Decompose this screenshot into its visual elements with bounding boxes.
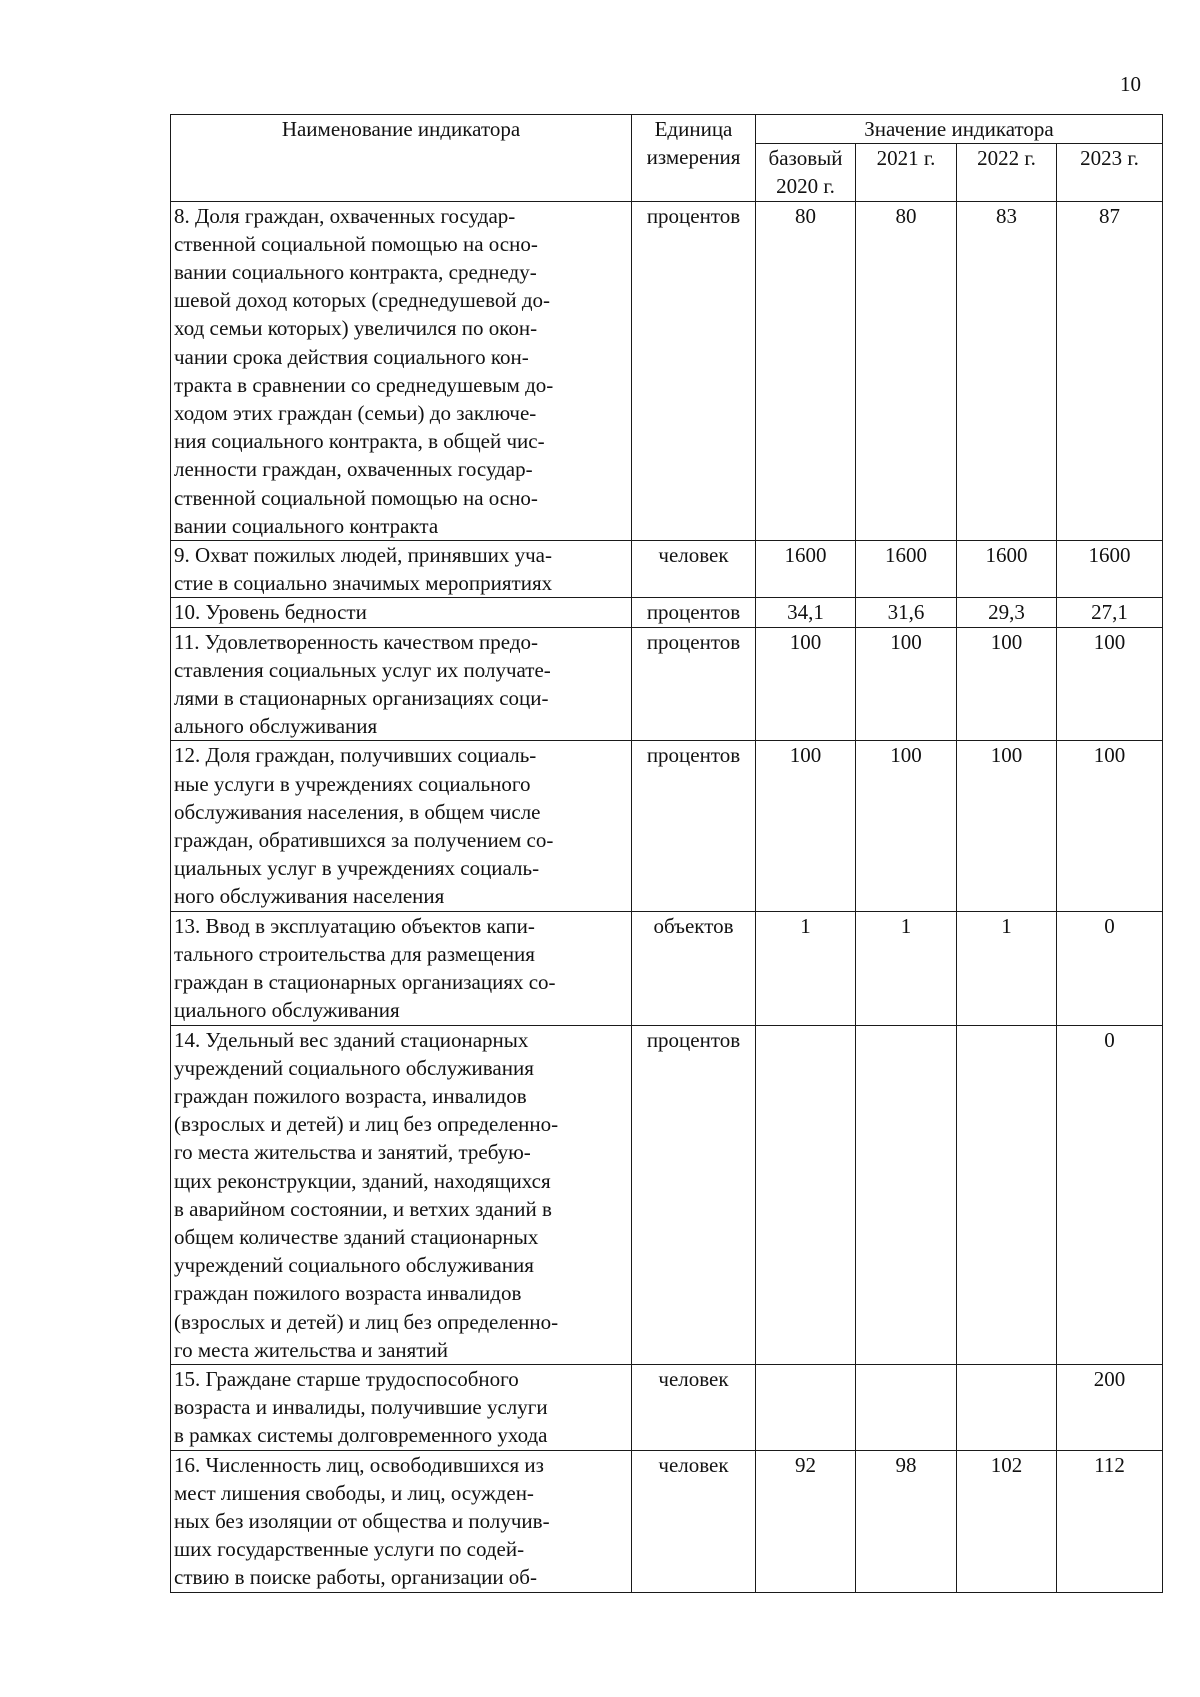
indicator-name-line: го места жительства и занятий [174,1337,448,1362]
header-indicator-name: Наименование индикатора [171,115,632,202]
unit-cell: человек [632,1450,756,1592]
indicator-name-line: ленности граждан, охваченных государ- [174,457,533,482]
value-2021-cell: 100 [856,741,957,911]
indicator-name-line: го места жительства и занятий, требую- [174,1140,531,1165]
indicator-name-line: 14. Удельный вес зданий стационарных [174,1027,529,1052]
value-2023-cell: 0 [1057,911,1163,1025]
value-2021-cell: 1600 [856,541,957,598]
indicator-name-line: лями в стационарных организациях соци- [174,686,549,711]
indicator-name-cell [171,1025,632,1364]
table-row [171,541,1163,598]
value-2022-cell: 83 [957,201,1057,540]
header-base-year [756,144,856,201]
value-2022-cell: 100 [957,741,1057,911]
value-2023-cell: 27,1 [1057,598,1163,627]
indicator-name-line: общем количестве зданий стационарных [174,1224,539,1249]
header-unit-line2: измерения [646,145,741,170]
header-base-line2: 2020 г. [776,174,835,199]
table-row [171,741,1163,911]
indicator-name-line: 15. Граждане старше трудоспособного [174,1366,519,1391]
value-2022-cell: 100 [957,627,1057,741]
indicator-name-line: циальных услуг в учреждениях социаль- [174,856,540,881]
unit-cell: процентов [632,1025,756,1364]
indicator-name-line: в аварийном состоянии, и ветхих зданий в [174,1196,552,1221]
indicator-name-line: ния социального контракта, в общей чис- [174,429,545,454]
value-2022-cell [957,1025,1057,1364]
indicator-name-line: ход семьи которых) увеличился по окон- [174,316,538,341]
indicator-name-line: вании социального контракта, среднеду- [174,260,537,285]
table-row [171,201,1163,540]
indicator-name-line: 8. Доля граждан, охваченных государ- [174,203,516,228]
value-2022-cell: 1600 [957,541,1057,598]
indicator-name-line: ные услуги в учреждениях социального [174,771,531,796]
value-base-cell [756,1025,856,1364]
indicator-name-cell [171,627,632,741]
unit-cell: человек [632,1364,756,1450]
table-row [171,1364,1163,1450]
indicator-name-line: граждан пожилого возраста, инвалидов [174,1083,527,1108]
indicator-name-line: чании срока действия социального кон- [174,344,529,369]
indicator-table [170,114,1163,1593]
indicator-name-line: учреждений социального обслуживания [174,1055,534,1080]
unit-cell: процентов [632,598,756,627]
value-base-cell: 34,1 [756,598,856,627]
table-row [171,911,1163,1025]
indicator-name-line: граждан пожилого возраста инвалидов [174,1281,522,1306]
indicator-name-line: ственной социальной помощью на осно- [174,231,538,256]
indicator-name-line: мест лишения свободы, и лиц, осужден- [174,1480,534,1505]
header-2021: 2021 г. [856,144,957,201]
header-2023: 2023 г. [1057,144,1163,201]
value-2022-cell [957,1364,1057,1450]
indicator-name-line: ственной социальной помощью на осно- [174,485,538,510]
header-base-line1: базовый [768,146,843,171]
indicator-name-line: ходом этих граждан (семьи) до заключе- [174,401,537,426]
unit-cell: объектов [632,911,756,1025]
value-2023-cell: 100 [1057,741,1163,911]
unit-cell: процентов [632,627,756,741]
indicator-name-line: 9. Охват пожилых людей, принявших уча- [174,543,552,568]
indicator-name-cell [171,1364,632,1450]
indicator-name-line: щих реконструкции, зданий, находящихся [174,1168,551,1193]
indicator-name-line: циального обслуживания [174,998,400,1023]
header-unit [632,115,756,202]
header-unit-line1: Единица [654,117,733,141]
indicator-name-line: граждан в стационарных организациях со- [174,970,556,995]
page-number: 10 [1120,72,1141,96]
table-row [171,1450,1163,1592]
indicator-name-line: в рамках системы долговременного ухода [174,1423,548,1448]
header-2022: 2022 г. [957,144,1057,201]
value-2023-cell: 0 [1057,1025,1163,1364]
indicator-name-line: вании социального контракта [174,513,439,538]
table-row [171,627,1163,741]
value-base-cell: 92 [756,1450,856,1592]
indicator-name-line: возраста и инвалиды, получившие услуги [174,1395,548,1420]
table-header-row-1 [171,115,1163,144]
table-row [171,1025,1163,1364]
value-base-cell: 1 [756,911,856,1025]
unit-cell: процентов [632,201,756,540]
indicator-name-line: учреждений социального обслуживания [174,1253,534,1278]
value-2023-cell: 112 [1057,1450,1163,1592]
indicator-name-line: ального обслуживания [174,714,378,739]
value-base-cell: 100 [756,627,856,741]
indicator-name-line: ставления социальных услуг их получате- [174,657,551,682]
value-2023-cell: 100 [1057,627,1163,741]
indicator-name-line: ного обслуживания населения [174,884,445,909]
value-2022-cell: 102 [957,1450,1057,1592]
indicator-name-line: граждан, обратившихся за получением со- [174,828,554,853]
indicator-name-line: шевой доход которых (среднедушевой до- [174,288,551,313]
table-row [171,598,1163,627]
unit-cell: человек [632,541,756,598]
indicator-name-cell [171,741,632,911]
indicator-name-line: 12. Доля граждан, получивших социаль- [174,743,537,768]
indicator-name-line: 16. Численность лиц, освободившихся из [174,1452,544,1477]
indicator-name-line: ших государственные услуги по содей- [174,1537,525,1562]
value-2021-cell: 80 [856,201,957,540]
indicator-name-line: ствию в поиске работы, организации об- [174,1565,537,1590]
indicator-name-line: (взрослых и детей) и лиц без определенно- [174,1309,559,1334]
indicator-name-line: 11. Удовлетворенность качеством предо- [174,629,539,654]
value-2021-cell: 1 [856,911,957,1025]
value-2021-cell: 98 [856,1450,957,1592]
value-base-cell [756,1364,856,1450]
indicator-name-line: ных без изоляции от общества и получив- [174,1508,550,1533]
unit-cell: процентов [632,741,756,911]
value-2023-cell: 200 [1057,1364,1163,1450]
indicator-name-cell [171,598,632,627]
value-2021-cell: 31,6 [856,598,957,627]
value-2021-cell [856,1364,957,1450]
indicator-name-line: 10. Уровень бедности [174,600,367,625]
value-base-cell: 100 [756,741,856,911]
value-2023-cell: 1600 [1057,541,1163,598]
indicator-name-line: тального строительства для размещения [174,941,535,966]
indicator-name-cell [171,1450,632,1592]
value-2023-cell: 87 [1057,201,1163,540]
header-value-group: Значение индикатора [756,115,1163,144]
indicator-name-cell [171,911,632,1025]
value-2022-cell: 29,3 [957,598,1057,627]
value-2022-cell: 1 [957,911,1057,1025]
indicator-name-cell [171,201,632,540]
value-2021-cell: 100 [856,627,957,741]
indicator-name-line: тракта в сравнении со среднедушевым до- [174,372,554,397]
value-2021-cell [856,1025,957,1364]
value-base-cell: 80 [756,201,856,540]
indicator-name-line: стие в социально значимых мероприятиях [174,571,553,596]
indicator-name-line: обслуживания населения, в общем числе [174,799,541,824]
indicator-name-cell [171,541,632,598]
value-base-cell: 1600 [756,541,856,598]
indicator-name-line: (взрослых и детей) и лиц без определенно- [174,1112,559,1137]
indicator-name-line: 13. Ввод в эксплуатацию объектов капи- [174,913,535,938]
